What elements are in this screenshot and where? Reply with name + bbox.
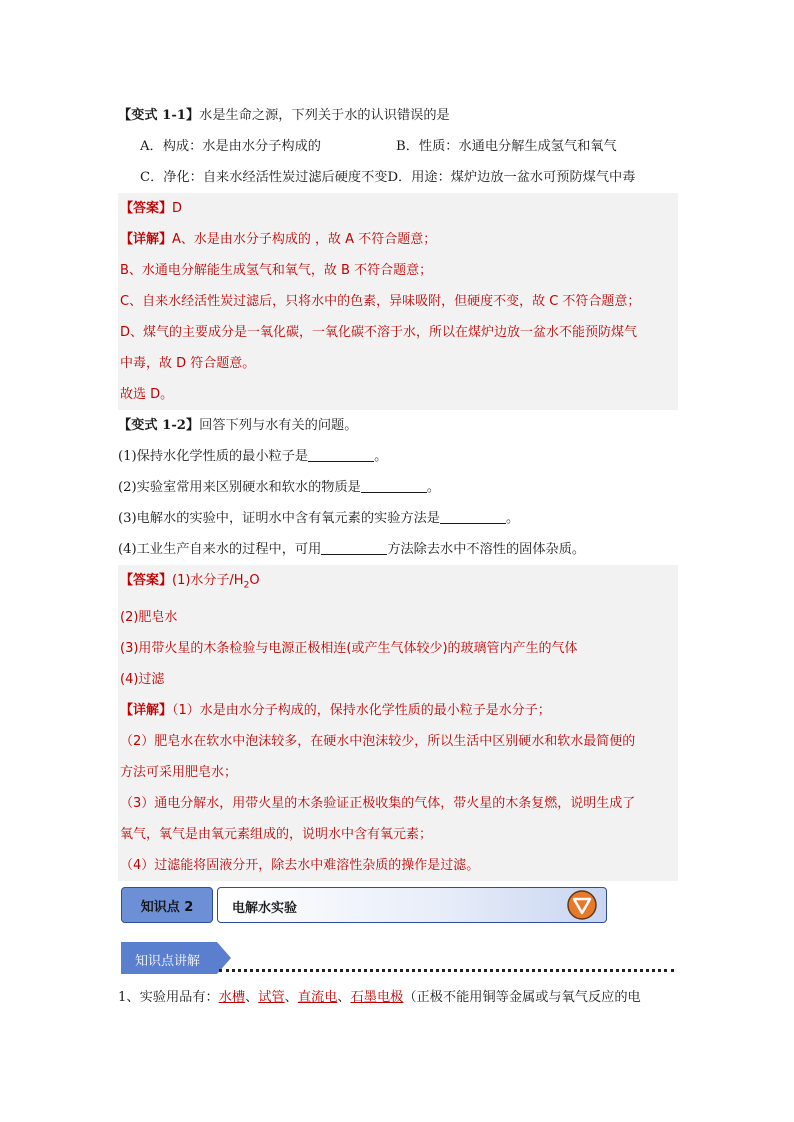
term-graphite-electrode: 石墨电极 <box>350 990 404 1005</box>
separator: 、 <box>245 990 259 1005</box>
q2-answer-line-3: (3)用带火星的木条检验与电源正极相连(或产生气体较少)的玻璃管内产生的气体 <box>120 640 578 656</box>
q1-option-b: B．性质：水通电分解生成氢气和氧气 <box>396 139 617 154</box>
q2-item-1 <box>118 441 678 472</box>
q2-detail-line-3: 方法可采用肥皂水； <box>120 764 238 780</box>
q2-item-3 <box>118 503 678 534</box>
q2-answer-line-1 <box>120 565 676 602</box>
knowledge-point-banner <box>121 887 607 923</box>
q2-stem-line <box>118 410 678 441</box>
q2-stem: 回答下列与水有关的问题。 <box>199 418 358 433</box>
q2-item-3-end: 。 <box>506 511 520 526</box>
answer-blank <box>440 509 506 524</box>
q1-stem-line <box>118 100 678 131</box>
q2-detail-line-2: （2）肥皂水在软水中泡沫较多，在硬水中泡沫较少，所以生活中区别硬水和软水最简便的 <box>120 733 636 749</box>
q2-item-2-text: (2)实验室常用来区别硬水和软水的物质是 <box>118 480 361 495</box>
q1-answer-block <box>118 193 678 410</box>
item-1-suffix: （正极不能用铜等金属或与氧气反应的电 <box>403 990 641 1005</box>
document-body <box>118 100 678 881</box>
q2-detail-line-6: （4）过滤能将固液分开，除去水中难溶性杂质的操作是过滤。 <box>120 857 480 873</box>
q2-item-4-end: 方法除去水中不溶性的固体杂质。 <box>387 542 586 557</box>
q1-answer-tag: 【答案】 <box>120 201 173 216</box>
q1-detail-text: A、水是由水分子构成的 ，故 A 不符合题意； <box>172 232 437 247</box>
term-test-tube: 试管 <box>258 990 285 1005</box>
q1-tag: 【变式 1-1】 <box>118 108 200 123</box>
q2-item-4-text: (4)工业生产自来水的过程中，可用 <box>118 542 322 557</box>
q1-answer: D <box>172 201 183 216</box>
separator: 、 <box>337 990 351 1005</box>
q2-answer-1: (1)水分子/H <box>172 573 244 588</box>
explain-tab-label: 知识点讲解 <box>135 954 201 969</box>
q2-item-4 <box>118 534 678 565</box>
q2-detail-line-1 <box>120 695 676 726</box>
knowledge-point-label: 知识点 2 <box>121 887 213 923</box>
q2-item-3-text: (3)电解水的实验中，证明水中含有氧元素的实验方法是 <box>118 511 440 526</box>
q2-answer-tag: 【答案】 <box>120 573 173 588</box>
q2-detail-text: （1）水是由水分子构成的，保持水化学性质的最小粒子是水分子； <box>172 702 551 718</box>
knowledge-point-title: 电解水实验 <box>232 901 298 916</box>
q1-stem: 水是生命之源，下列关于水的认识错误的是 <box>199 108 450 123</box>
down-triangle-icon[interactable] <box>566 889 598 921</box>
q1-detail-line-6: 故选 D。 <box>120 387 174 402</box>
q1-options-row-1 <box>118 131 678 162</box>
q1-option-d: D．用途：煤炉边放一盆水可预防煤气中毒 <box>387 170 636 185</box>
q2-item-2 <box>118 472 678 503</box>
q2-item-1-text: (1)保持水化学性质的最小粒子是 <box>118 449 309 464</box>
item-1-prefix: 1、实验用品有： <box>118 990 219 1005</box>
q1-detail-line-2: B、水通电分解能生成氢气和氧气，故 B 不符合题意； <box>120 263 433 278</box>
q1-detail-line-4: D、煤气的主要成分是一氧化碳，一氧化碳不溶于水，所以在煤炉边放一盆水不能预防煤气 <box>120 325 638 340</box>
q2-answer-1-sub: 2 <box>243 580 250 591</box>
term-sink: 水槽 <box>218 990 246 1005</box>
q2-answer-line-4: (4)过滤 <box>120 671 165 687</box>
explain-section-header <box>121 942 681 974</box>
item-1-line <box>118 982 641 1013</box>
term-dc-power: 直流电 <box>297 990 338 1005</box>
q2-item-1-end: 。 <box>374 449 388 464</box>
q2-detail-line-5: 氧气，氧气是由氧元素组成的，说明水中含有氧元素； <box>120 826 433 842</box>
q1-options-row-2 <box>118 162 678 193</box>
q1-option-a: A．构成：水是由水分子构成的 <box>140 139 321 154</box>
answer-blank <box>361 478 427 493</box>
q2-detail-tag: 【详解】 <box>120 702 173 718</box>
q2-tag: 【变式 1-2】 <box>118 418 200 433</box>
knowledge-point-title-box <box>217 887 607 923</box>
q2-answer-line-2: (2)肥皂水 <box>120 609 178 625</box>
dotted-divider <box>219 969 674 972</box>
q2-answer-block <box>118 565 678 881</box>
q1-detail-tag: 【详解】 <box>120 232 173 247</box>
q2-item-2-end: 。 <box>426 480 441 495</box>
q1-detail-line-3: C、自来水经活性炭过滤后，只将水中的色素，异味吸附，但硬度不变，故 C 不符合题意； <box>120 294 641 309</box>
answer-blank <box>308 447 374 462</box>
q2-answer-1-end: O <box>249 573 260 588</box>
q2-detail-line-4: （3）通电分解水，用带火星的木条验证正极收集的气体，带火星的木条复燃，说明生成了 <box>120 795 636 811</box>
q1-detail-line-1 <box>120 224 676 255</box>
separator: 、 <box>284 990 298 1005</box>
q1-option-c: C．净化：自来水经活性炭过滤后硬度不变 <box>140 170 388 185</box>
q1-detail-line-5: 中毒，故 D 符合题意。 <box>120 356 256 371</box>
answer-blank <box>321 540 387 555</box>
q1-answer-line <box>120 193 676 224</box>
